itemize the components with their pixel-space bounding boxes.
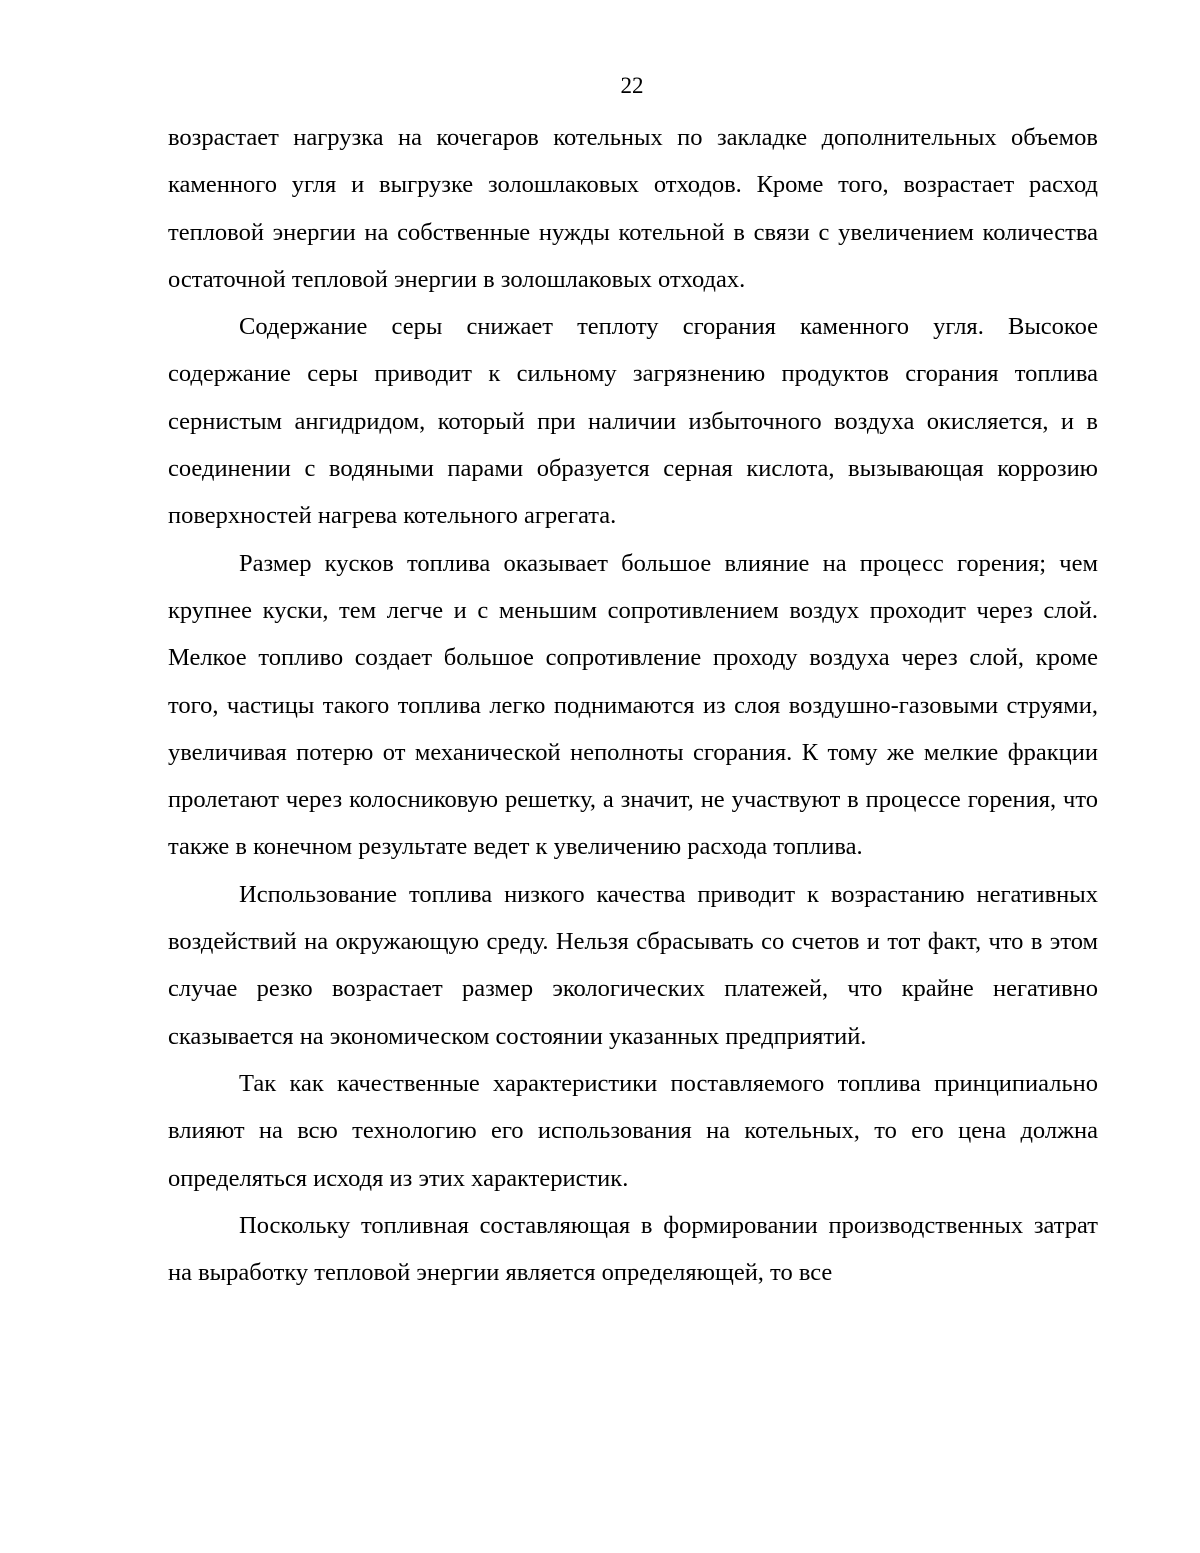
body-text: [168, 114, 1098, 1296]
paragraph-continued: возрастает нагрузка на кочегаров котельных по закладке дополнительных объемов каменного угля и выгрузке золошлаковых отходов. Кроме того, возрастает расход тепловой энергии на собственные нужды котельной в связи с увеличением количества остаточной тепловой энергии в золошлаковых отходах.: [168, 124, 1098, 293]
page-number: 22: [620, 73, 644, 98]
paragraph-fuel-piece-size: Размер кусков топлива оказывает большое влияние на процесс горения; чем крупнее куски, тем легче и с меньшим сопротивлением воздух проходит через слой. Мелкое топливо создает большое сопротивление проходу воздуха через слой, кроме того, частицы такого топлива легко поднимаются из слоя воздушно-газовыми струями, увеличивая потерю от механической неполноты сгорания. К тому же мелкие фракции пролетают через колосниковую решетку, а значит, не участвуют в процессе горения, что также в конечном результате ведет к увеличению расхода топлива.: [168, 549, 1098, 861]
paragraph-low-quality-fuel: Использование топлива низкого качества приводит к возрастанию негативных воздействий на окружающую среду. Нельзя сбрасывать со счетов и тот факт, что в этом случае резко возрастает размер экологических платежей, что крайне негативно сказывается на экономическом состоянии указанных предприятий.: [168, 880, 1098, 1050]
paragraph-sulfur-content: Содержание серы снижает теплоту сгорания каменного угля. Высокое содержание серы приводит к сильному загрязнению продуктов сгорания топлива сернистым ангидридом, который при наличии избыточного воздуха окисляется, и в соединении с водяными парами образуется серная кислота, вызывающая коррозию поверхностей нагрева котельного агрегата.: [168, 313, 1098, 530]
paragraph-fuel-price: Так как качественные характеристики поставляемого топлива принципиально влияют на всю технологию его использования на котельных, то его цена должна определяться исходя из этих характеристик.: [168, 1069, 1098, 1192]
paragraph-fuel-cost-component: Поскольку топливная составляющая в формировании производственных затрат на выработку тепловой энергии является определяющей, то все: [168, 1211, 1098, 1287]
